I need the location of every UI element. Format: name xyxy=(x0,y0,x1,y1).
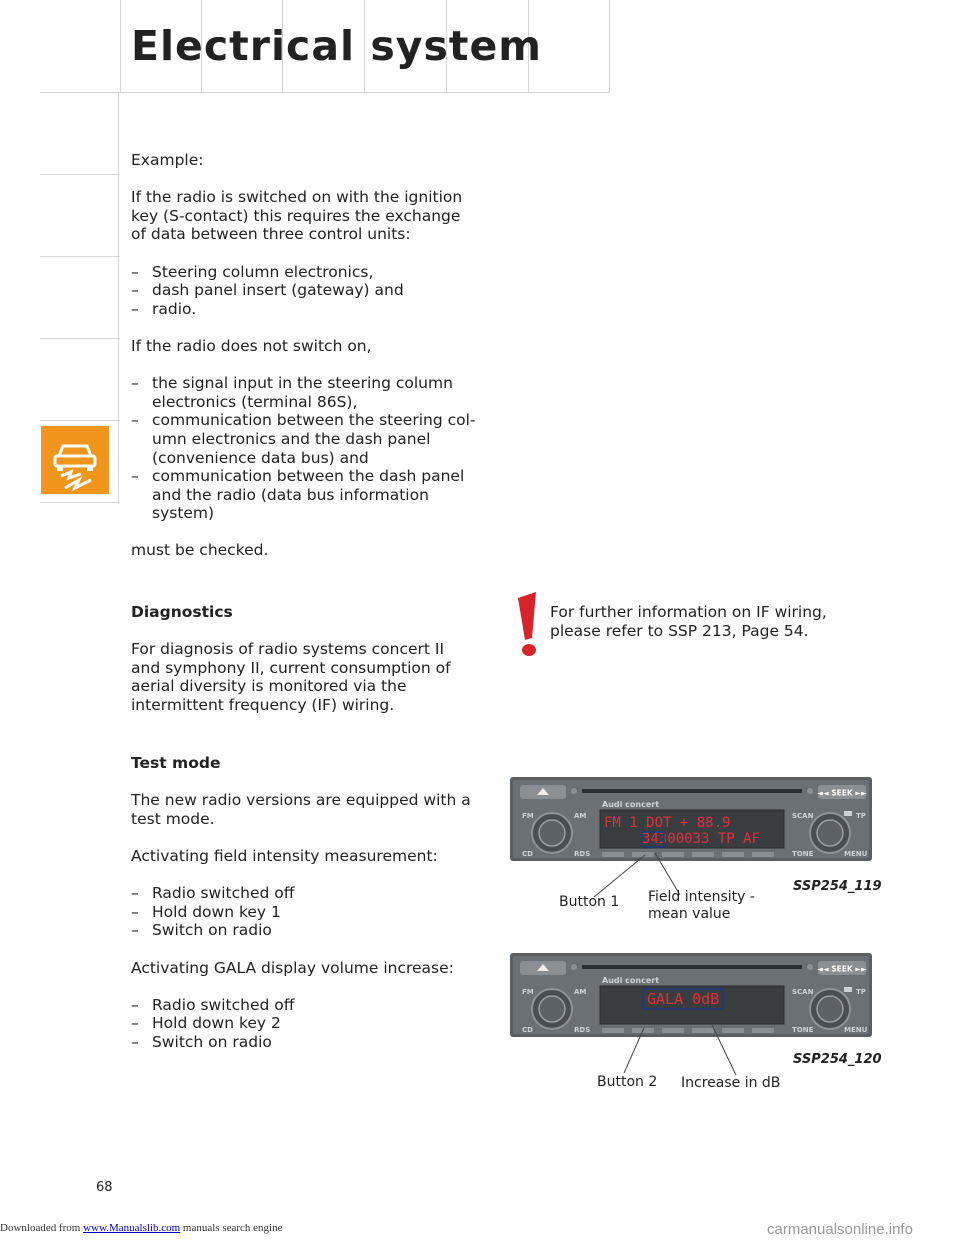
car-interference-icon xyxy=(41,426,109,494)
svg-text:RDS: RDS xyxy=(574,1026,591,1034)
example-label: Example: xyxy=(131,151,204,169)
intro-paragraph: If the radio is switched on with the ignition key (S-contact) this requires the exchange of data between three control units: xyxy=(131,188,463,244)
list-item: – the signal input in the steering column electronics (terminal 86S), xyxy=(131,374,453,411)
list-item: – Switch on radio xyxy=(131,1032,272,1051)
page-title: Electrical system xyxy=(131,22,543,70)
watermark: carmanualsonline.info xyxy=(767,1221,913,1238)
svg-text:FM: FM xyxy=(522,812,534,820)
gala-steps-list xyxy=(131,996,476,1052)
list-item: – communication between the dash panel and the radio (data bus information system) xyxy=(131,467,465,523)
display-line-1: GALA 0dB xyxy=(647,990,720,1008)
svg-text:SCAN: SCAN xyxy=(792,812,814,820)
svg-text:CD: CD xyxy=(522,1026,533,1034)
svg-text:MENU: MENU xyxy=(844,850,868,858)
svg-text:SCAN: SCAN xyxy=(792,988,814,996)
display-line-2: 34300033 TP AF xyxy=(642,831,761,847)
list-item: – Radio switched off xyxy=(131,884,295,903)
increase-caption: Increase in dB xyxy=(681,1075,781,1091)
figure-1-code: SSP254_119 xyxy=(793,879,882,894)
list-item: – dash panel insert (gateway) and xyxy=(131,281,404,300)
brand-label: Audi concert xyxy=(602,976,660,985)
svg-text:TONE: TONE xyxy=(792,850,814,858)
seek-label: ◄◄ SEEK ►► xyxy=(817,964,867,974)
svg-text:MENU: MENU xyxy=(844,1026,868,1034)
page-number: 68 xyxy=(96,1180,113,1195)
list-item: – radio. xyxy=(131,299,197,318)
field-intensity-caption: Field intensity - mean value xyxy=(648,889,755,922)
button-1-caption: Button 1 xyxy=(559,894,620,910)
test-mode-section xyxy=(131,754,476,1052)
diagnostics-heading: Diagnostics xyxy=(131,603,233,621)
list-item: – Hold down key 2 xyxy=(131,1014,281,1033)
no-switch-paragraph: If the radio does not switch on, xyxy=(131,336,372,355)
figure-2-code: SSP254_120 xyxy=(793,1052,882,1067)
test-mode-paragraph: The new radio versions are equipped with a test mode. xyxy=(131,791,471,828)
warning-icon xyxy=(512,592,546,664)
must-paragraph: must be checked. xyxy=(131,541,269,560)
svg-text:FM: FM xyxy=(522,988,534,996)
seek-label: ◄◄ SEEK ►► xyxy=(817,788,867,798)
svg-text:TP: TP xyxy=(856,812,866,820)
manualslib-link[interactable]: www.Manualslib.com xyxy=(83,1222,181,1234)
gala-label: Activating GALA display volume increase: xyxy=(131,958,454,977)
leader-lines-2 xyxy=(600,1025,760,1080)
diagnostics-paragraph: For diagnosis of radio systems concert II and symphony II, current consumption of aerial diversity is monitored via the intermittent frequency (IF) wiring. xyxy=(131,640,451,714)
download-footer: Downloaded from www.Manualslib.com manuals search engine xyxy=(0,1222,283,1234)
svg-text:AM: AM xyxy=(574,988,587,996)
svg-text:AM: AM xyxy=(574,812,587,820)
test-mode-heading: Test mode xyxy=(131,754,221,772)
example-section xyxy=(131,151,476,560)
svg-text:RDS: RDS xyxy=(574,850,591,858)
units-list xyxy=(131,263,476,319)
diagnostics-section xyxy=(131,603,476,715)
svg-text:TP: TP xyxy=(856,988,866,996)
brand-label: Audi concert xyxy=(602,800,660,809)
svg-text:CD: CD xyxy=(522,850,533,858)
list-item: – Radio switched off xyxy=(131,995,295,1014)
field-label: Activating field intensity measurement: xyxy=(131,846,438,865)
display-line-1: FM 1 DOT + 88.9 xyxy=(604,815,731,831)
list-item: – Hold down key 1 xyxy=(131,902,281,921)
list-item: – Steering column electronics, xyxy=(131,262,374,281)
field-steps-list xyxy=(131,884,476,940)
list-item: – Switch on radio xyxy=(131,921,272,940)
list-item: – communication between the steering col- umn electronics and the dash panel (convenience data bus) and xyxy=(131,411,476,467)
svg-text:TONE: TONE xyxy=(792,1026,814,1034)
button-2-caption: Button 2 xyxy=(597,1074,658,1090)
note-text: For further information on IF wiring, please refer to SSP 213, Page 54. xyxy=(550,603,827,640)
checks-list xyxy=(131,374,476,523)
